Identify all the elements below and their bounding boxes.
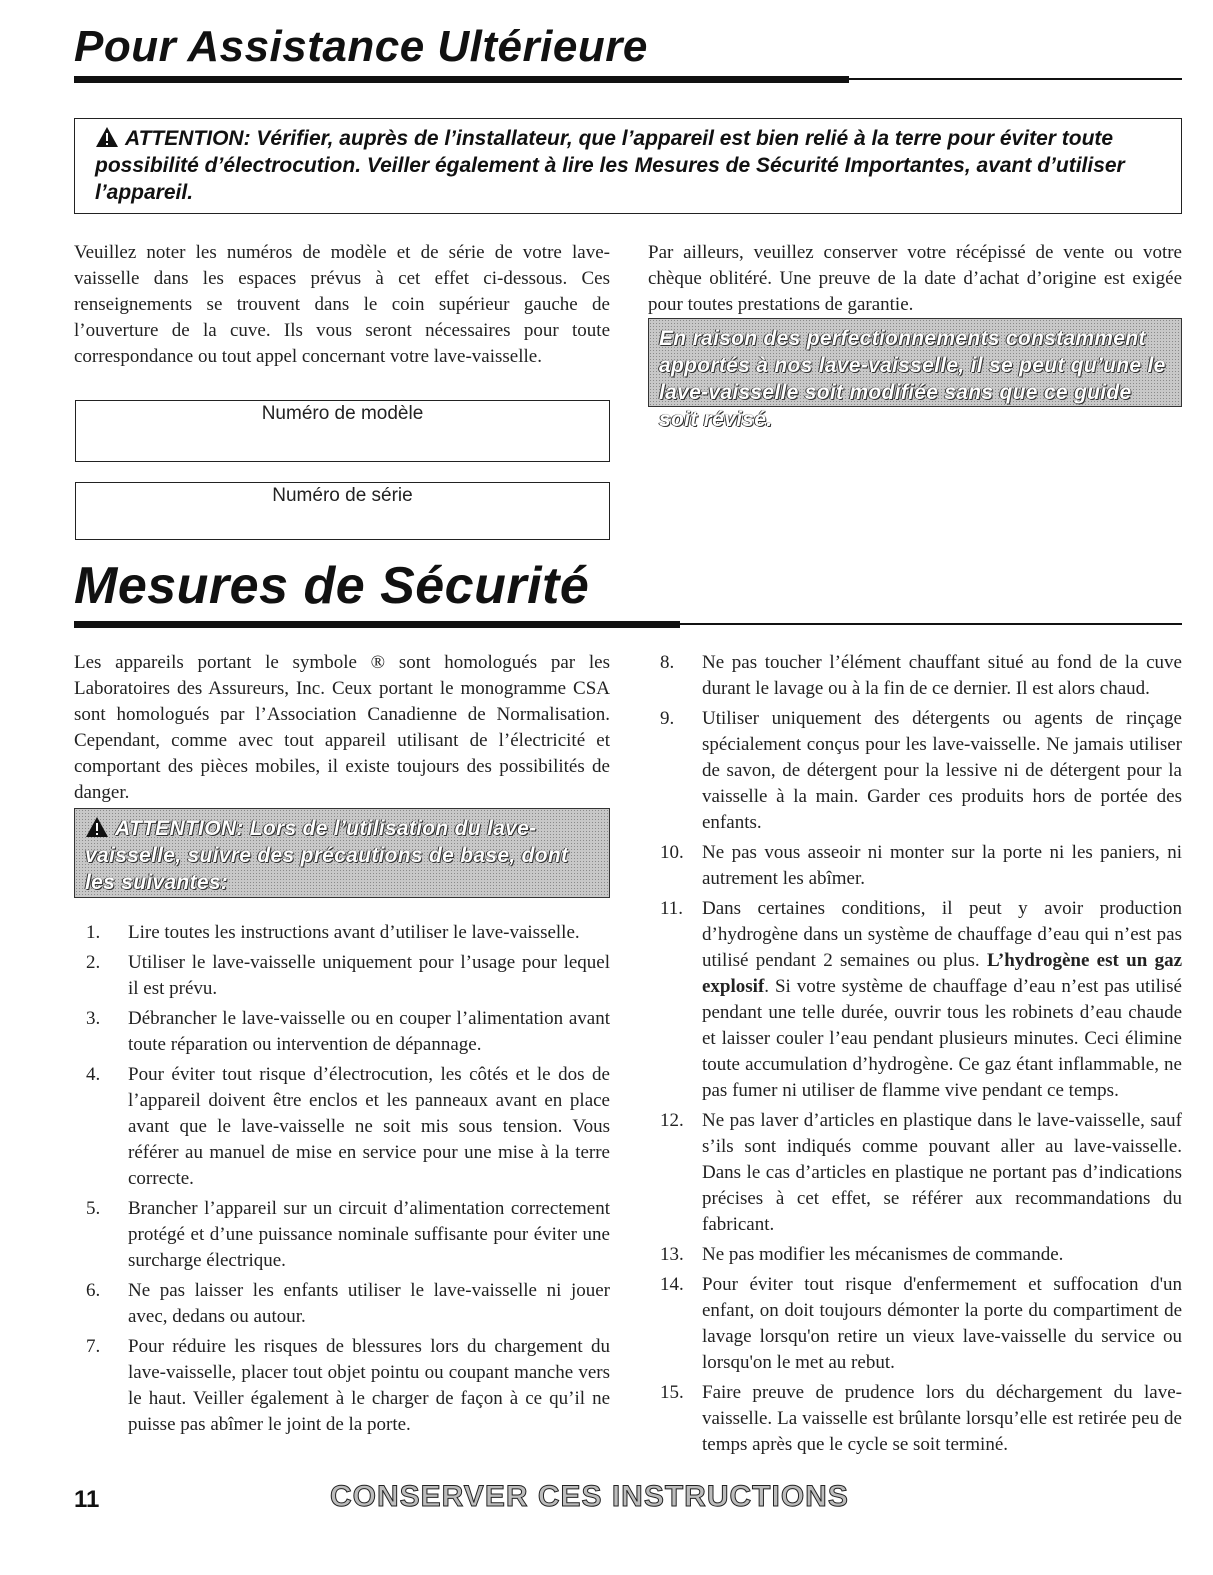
list-item: 1. Lire toutes les instructions avant d’utiliser le lave-vaisselle.	[86, 922, 580, 943]
footer-conserver-instructions: CONSERVER CES INSTRUCTIONS	[330, 1480, 849, 1513]
attention-box	[74, 118, 1182, 214]
list-item: 11. Dans certaines conditions, il peut y avoir production d’hydrogène dans un système de chauffage d’eau qui n’est pas utilisé pendant 2 semaines ou plus. L’hydrogène est un gaz explosif. Si votre système de chauffage d’eau n’est pas utilisé pendant une telle durée, ouvrir tous les robinets d’eau chaude et laisser couler l’eau pendant plusieurs minutes. Ceci élimine toute accumulation d’hydrogène. Ce gaz étant inflammable, ne pas fumer ni utiliser de flamme vive pendant ce temps.	[660, 898, 1183, 1101]
section-rule-thin	[680, 623, 1182, 625]
warning-triangle-icon	[95, 126, 119, 148]
intro-left-paragraph: Veuillez noter les numéros de modèle et de série de votre lave-vaisselle dans les espaces prévus à cet effet ci-dessous. Ces renseignements se trouvent dans le coin supérieur gauche de l’ouverture de la cuve. Ils vous seront nécessaires pour toute correspondance ou tout appel concernant votre lave-vaisselle.	[74, 242, 610, 367]
safety-attention-text: Lors de l’utilisation du lave-vaisselle, suivre des précautions de base, dont les suivantes:	[85, 817, 569, 894]
safety-list-left	[74, 920, 610, 1442]
serial-number-label: Numéro de série	[272, 485, 413, 506]
list-item: 10. Ne pas vous asseoir ni monter sur la porte ni les paniers, ni autrement les abîmer.	[660, 842, 1182, 889]
serial-number-field	[75, 482, 610, 540]
safety-attention-label: ATTENTION:	[115, 817, 244, 840]
list-item: 15. Faire preuve de prudence lors du déchargement du lave-vaisselle. La vaisselle est brûlante lorsqu’elle est retirée peu de temps après que le cycle se soit terminé.	[660, 1382, 1182, 1455]
title-rule-thick	[74, 76, 849, 83]
list-item: 9. Utiliser uniquement des détergents ou agents de rinçage spécialement conçus pour les lave-vaisselle. Ne jamais utiliser de savon, de détergent pour la lessive ni de détergent pour la vaisselle à la main. Garder ces produits hors de portée des enfants.	[660, 708, 1182, 833]
safety-list-right	[648, 650, 1182, 1462]
list-item: 2. Utiliser le lave-vaisselle uniquement pour l’usage pour lequel il est prévu.	[86, 952, 610, 999]
page-title: Pour Assistance Ultérieure	[74, 22, 648, 71]
list-item: 14. Pour éviter tout risque d'enfermement et suffocation d'un enfant, on doit toujours démonter la porte du compartiment de lavage lorsqu'on retire un vieux lave-vaisselle du service ou lorsqu'on le met au rebut.	[660, 1274, 1182, 1373]
list-item: 4. Pour éviter tout risque d’électrocution, les côtés et le dos de l’appareil doivent être enclos et les panneaux avant en place avant que le lave-vaisselle ne soit mis sous tension. Vous référer au manuel de mise en service pour une mise à la terre correcte.	[86, 1064, 610, 1189]
page-number: 11	[74, 1486, 100, 1513]
list-item: 8. Ne pas toucher l’élément chauffant situé au fond de la cuve durant le lavage ou à la fin de ce dernier. Il est alors chaud.	[660, 652, 1182, 699]
title-rule-thin	[849, 78, 1182, 80]
hydrogen-warning: L’hydrogène est un gaz explosif	[702, 950, 1183, 997]
attention-text: Vérifier, auprès de l’installateur, que l’appareil est bien relié à la terre pour éviter toute possibilité d’électrocution. Veiller également à lire les Mesures de Sécurité Importantes, avant d’utiliser l’appareil.	[95, 127, 1125, 204]
attention-label: ATTENTION:	[125, 127, 251, 150]
section-title: Mesures de Sécurité	[74, 557, 590, 615]
revision-note-box: En raison des perfectionnements constamment apportés à nos lave-vaisselle, il se peut qu’une le lave-vaisselle soit modifiée sans que ce guide soit révisé.	[648, 318, 1182, 407]
safety-intro-paragraph: Les appareils portant le symbole ® sont homologués par les Laboratoires des Assureurs, Inc. Ceux portant le monogramme CSA sont homologués par l’Association Canadienne de Normalisation. Cependant, comme avec tout appareil utilisant de l’électricité et comportant des pièces mobiles, il existe toujours des possibilités de danger.	[74, 652, 610, 803]
list-item: 6. Ne pas laisser les enfants utiliser le lave-vaisselle ni jouer avec, dedans ou autour.	[86, 1280, 610, 1327]
list-item: 12. Ne pas laver d’articles en plastique dans le lave-vaisselle, sauf s’ils sont indiqués comme pouvant aller au lave-vaisselle. Dans le cas d’articles en plastique ne portant pas d’indications précises à cet effet, se référer aux recommandations du fabricant.	[660, 1110, 1182, 1235]
model-number-field	[75, 400, 610, 462]
section-rule-thick	[74, 621, 680, 628]
intro-right-paragraph: Par ailleurs, veuillez conserver votre récépissé de vente ou votre chèque oblitéré. Une preuve de la date d’achat d’origine est exigée pour toutes prestations de garantie.	[648, 242, 1182, 315]
model-number-label: Numéro de modèle	[261, 403, 424, 424]
list-item: 7. Pour réduire les risques de blessures lors du chargement du lave-vaisselle, placer tout objet pointu ou coupant manche vers le haut. Veiller également à le charger de façon à ce qu’il ne puisse pas abîmer le joint de la porte.	[86, 1336, 610, 1435]
safety-attention-box	[74, 808, 610, 898]
list-item: 13. Ne pas modifier les mécanismes de commande.	[660, 1244, 1064, 1265]
warning-triangle-icon	[85, 816, 109, 838]
list-item: 5. Brancher l’appareil sur un circuit d’alimentation correctement protégé et d’une puissance nominale suffisante pour éviter une surcharge électrique.	[86, 1198, 610, 1271]
list-item: 3. Débrancher le lave-vaisselle ou en couper l’alimentation avant toute réparation ou intervention de dépannage.	[86, 1008, 610, 1055]
